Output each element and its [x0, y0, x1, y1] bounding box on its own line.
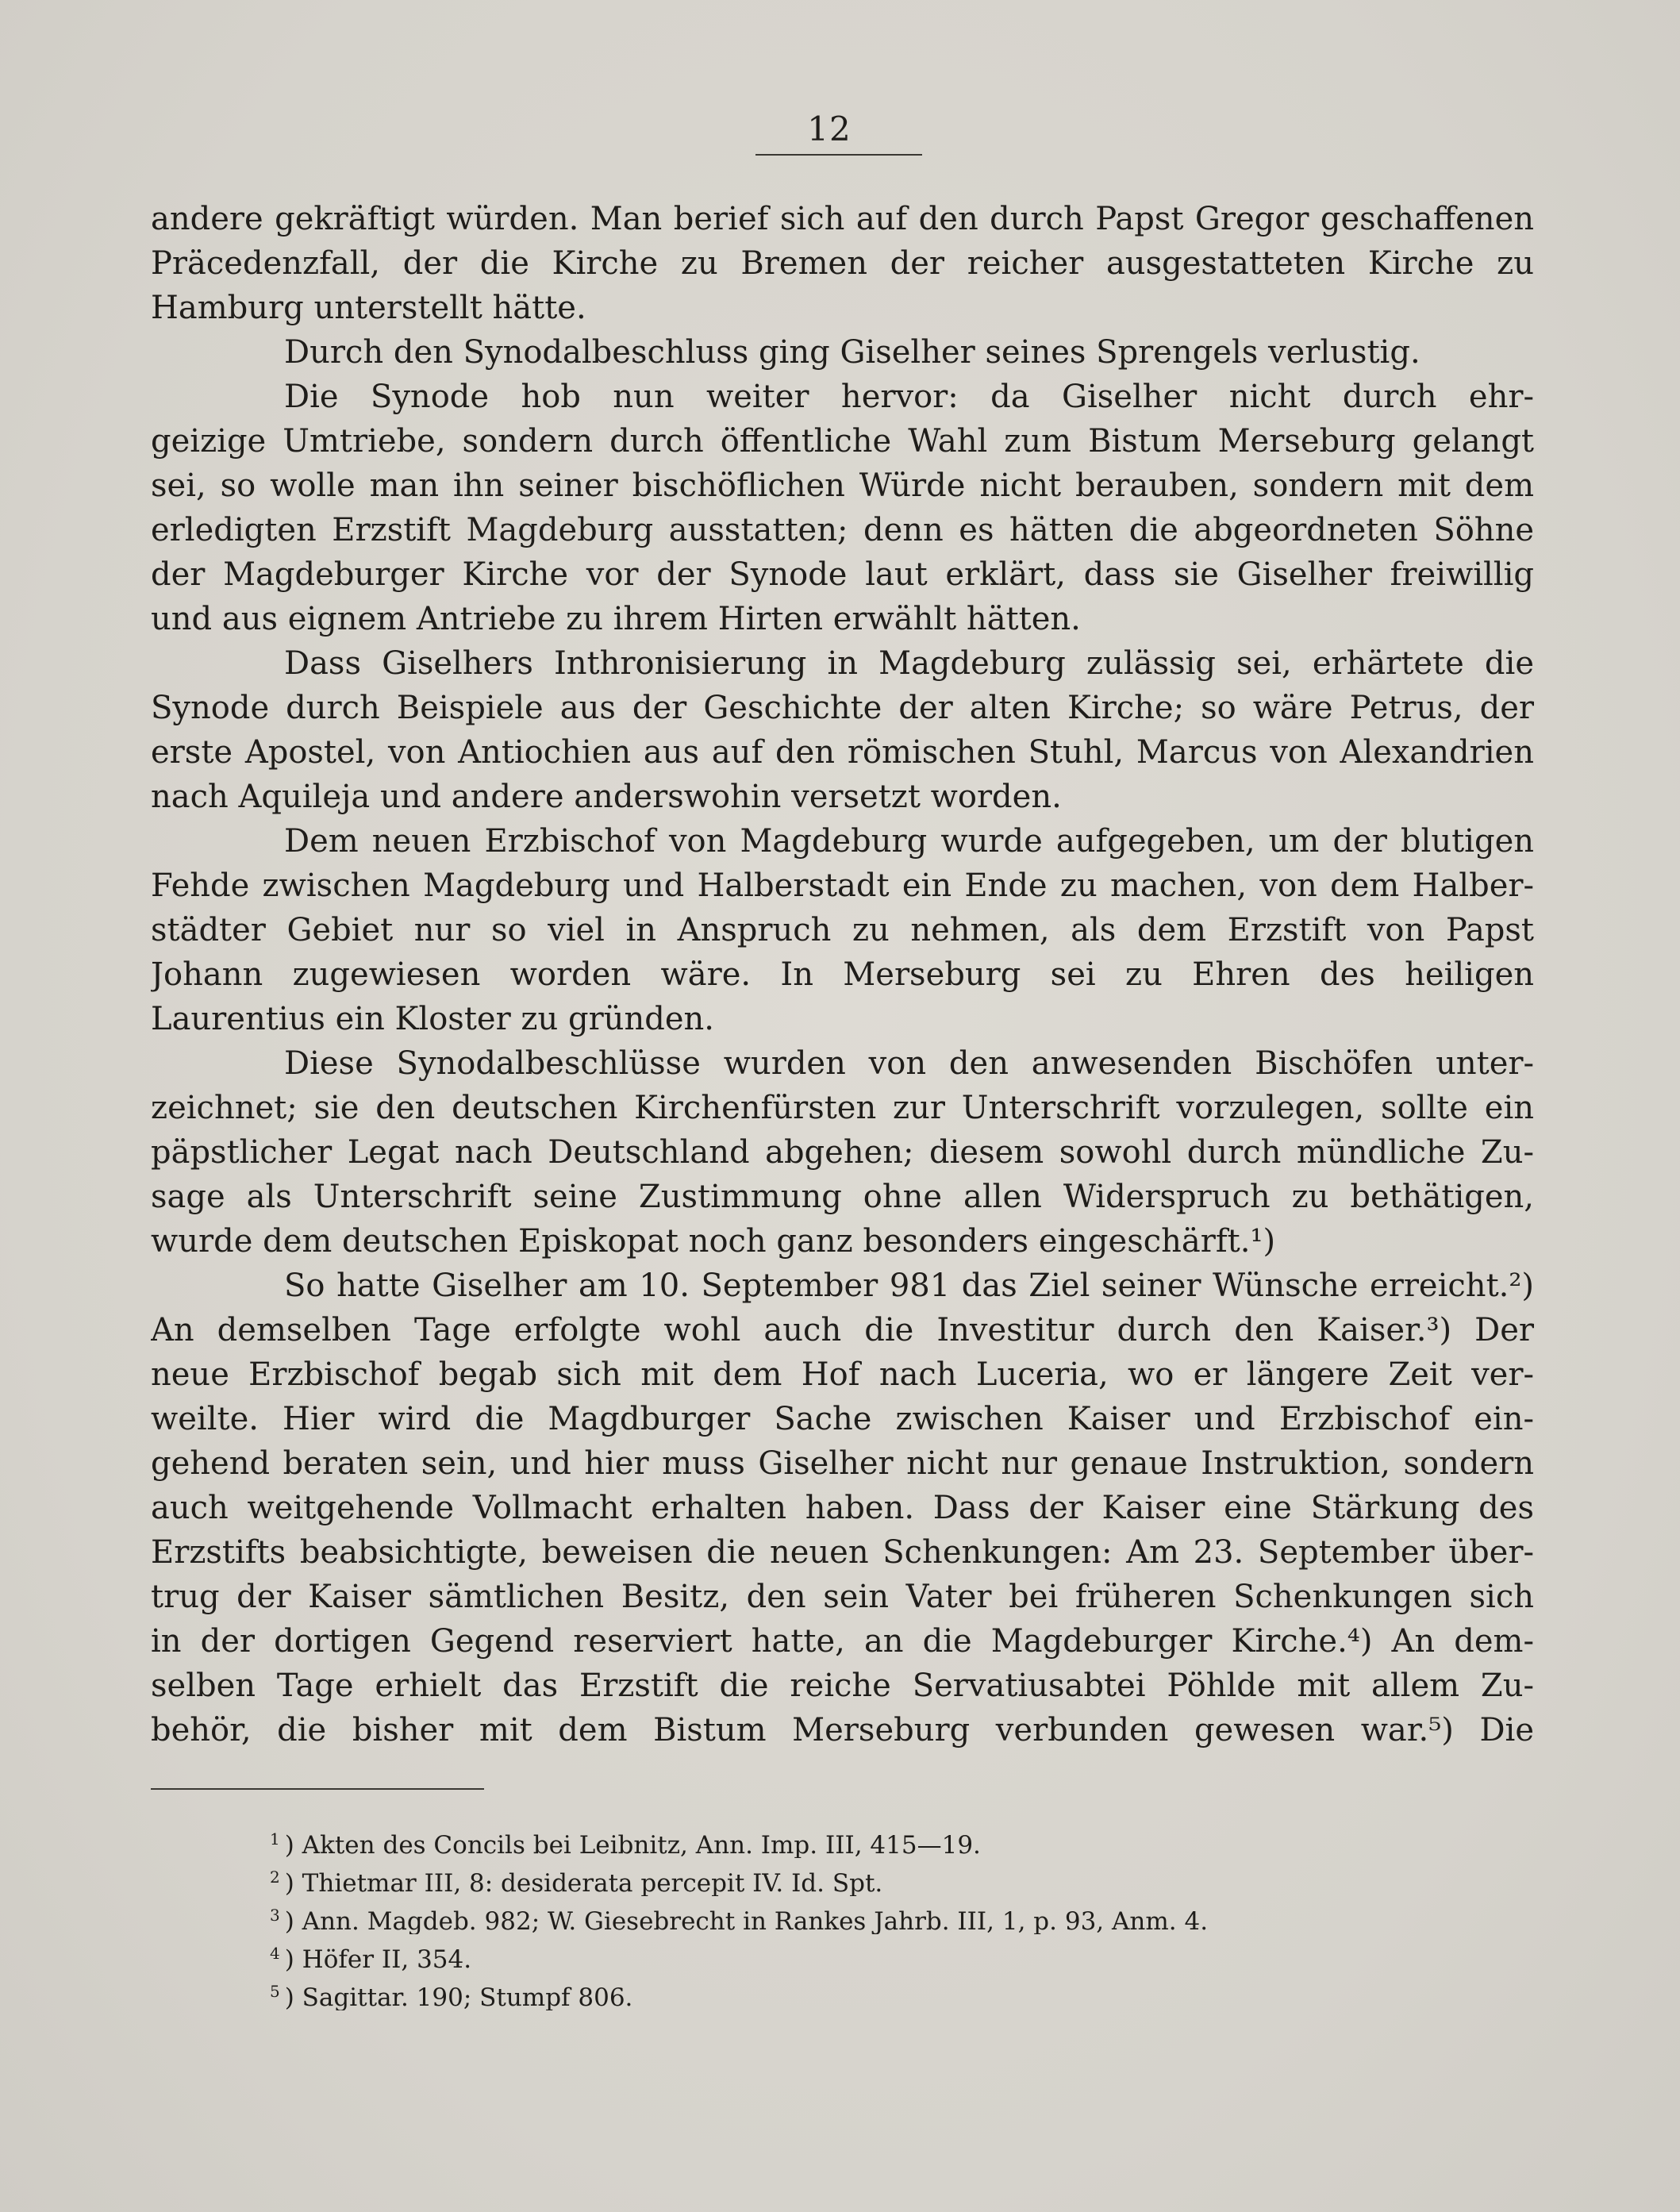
footnote-marker: 5 — [270, 1982, 280, 2001]
text-line: päpstlicher Legat nach Deutschland abgehen; diesem sowohl durch mündliche Zu- — [151, 1134, 1534, 1171]
text-line: städter Gebiet nur so viel in Anspruch zu nehmen, als dem Erzstift von Papst — [151, 912, 1534, 948]
footnote-1 — [270, 1820, 1460, 1858]
footnote-text: ) Akten des Concils bei Leibnitz, Ann. Imp. III, 415—19. — [284, 1831, 981, 1858]
footnote-5 — [270, 1972, 1460, 2010]
footnote-text: ) Sagittar. 190; Stumpf 806. — [284, 1983, 633, 2010]
text-line: Erzstifts beabsichtigte, beweisen die neuen Schenkungen: Am 23. September über- — [151, 1534, 1534, 1571]
text-line: in der dortigen Gegend reserviert hatte, an die Magdeburger Kirche.⁴) An dem- — [151, 1623, 1534, 1660]
text-line: Johann zugewiesen worden wäre. In Merseburg sei zu Ehren des heiligen — [151, 956, 1534, 993]
text-line: wurde dem deutschen Episkopat noch ganz besonders eingeschärft.¹) — [151, 1223, 1276, 1260]
page-number: 12 — [807, 110, 852, 148]
text-line: erste Apostel, von Antiochien aus auf den römischen Stuhl, Marcus von Alexandrien — [151, 734, 1534, 771]
text-line: Dass Giselhers Inthronisierung in Magdeburg zulässig sei, erhärtete die — [284, 645, 1534, 682]
text-line: nach Aquileja und andere anderswohin versetzt worden. — [151, 779, 1062, 815]
footnote-text: ) Ann. Magdeb. 982; W. Giesebrecht in Rankes Jahrb. III, 1, p. 93, Anm. 4. — [284, 1907, 1209, 1934]
text-line: erledigten Erzstift Magdeburg ausstatten; denn es hätten die abgeordneten Söhne — [151, 512, 1534, 548]
footnote-rule — [151, 1788, 484, 1790]
text-line: selben Tage erhielt das Erzstift die reiche Servatiusabtei Pöhlde mit allem Zu- — [151, 1668, 1534, 1704]
text-line: So hatte Giselher am 10. September 981 das Ziel seiner Wünsche erreicht.²) — [284, 1268, 1534, 1304]
page-number-rule — [755, 154, 922, 156]
text-line: Fehde zwischen Magdeburg und Halberstadt ein Ende zu machen, von dem Halber- — [151, 867, 1534, 904]
text-line: Hamburg unterstellt hätte. — [151, 290, 586, 326]
footnote-4 — [270, 1934, 1460, 1972]
footnote-2 — [270, 1858, 1460, 1896]
text-line: auch weitgehende Vollmacht erhalten haben. Dass der Kaiser eine Stärkung des — [151, 1490, 1534, 1526]
text-line: Präcedenzfall, der die Kirche zu Bremen der reicher ausgestatteten Kirche zu — [151, 245, 1534, 282]
text-line: behör, die bisher mit dem Bistum Merseburg verbunden gewesen war.⁵) Die — [151, 1712, 1534, 1748]
text-line: andere gekräftigt würden. Man berief sich auf den durch Papst Gregor geschaffenen — [151, 201, 1534, 237]
footnotes — [270, 1820, 1460, 2010]
body-text — [151, 197, 1534, 1752]
text-line: zeichnet; sie den deutschen Kirchenfürsten zur Unterschrift vorzulegen, sollte ein — [151, 1090, 1534, 1126]
text-line: Laurentius ein Kloster zu gründen. — [151, 1001, 714, 1037]
text-line: An demselben Tage erfolgte wohl auch die Investitur durch den Kaiser.³) Der — [151, 1312, 1534, 1348]
footnote-text: ) Thietmar III, 8: desiderata percepit IV. Id. Spt. — [284, 1869, 883, 1896]
footnote-text: ) Höfer II, 354. — [284, 1945, 472, 1972]
text-line: sei, so wolle man ihn seiner bischöflichen Würde nicht berauben, sondern mit dem — [151, 467, 1534, 504]
text-line: geizige Umtriebe, sondern durch öffentliche Wahl zum Bistum Merseburg gelangt — [151, 423, 1534, 460]
text-line: trug der Kaiser sämtlichen Besitz, den sein Vater bei früheren Schenkungen sich — [151, 1579, 1534, 1615]
text-line: Die Synode hob nun weiter hervor: da Giselher nicht durch ehr- — [284, 379, 1534, 415]
text-line: Dem neuen Erzbischof von Magdeburg wurde aufgegeben, um der blutigen — [284, 823, 1534, 860]
footnote-marker: 3 — [270, 1906, 280, 1925]
text-line: der Magdeburger Kirche vor der Synode laut erklärt, dass sie Giselher freiwillig — [151, 556, 1534, 593]
text-line: Diese Synodalbeschlüsse wurden von den anwesenden Bischöfen unter- — [284, 1045, 1534, 1082]
text-line: gehend beraten sein, und hier muss Giselher nicht nur genaue Instruktion, sondern — [151, 1445, 1534, 1482]
footnote-marker: 1 — [270, 1829, 280, 1848]
text-line: weilte. Hier wird die Magdburger Sache zwischen Kaiser und Erzbischof ein- — [151, 1401, 1534, 1437]
text-line: neue Erzbischof begab sich mit dem Hof nach Luceria, wo er längere Zeit ver- — [151, 1356, 1534, 1393]
footnote-marker: 2 — [270, 1868, 280, 1887]
text-line: Synode durch Beispiele aus der Geschichte der alten Kirche; so wäre Petrus, der — [151, 690, 1534, 726]
text-line: sage als Unterschrift seine Zustimmung ohne allen Widerspruch zu bethätigen, — [151, 1179, 1534, 1215]
text-line: und aus eignem Antriebe zu ihrem Hirten erwählt hätten. — [151, 601, 1081, 637]
text-line: Durch den Synodalbeschluss ging Giselher seines Sprengels verlustig. — [284, 334, 1421, 371]
footnote-3 — [270, 1896, 1460, 1934]
footnote-marker: 4 — [270, 1944, 280, 1963]
